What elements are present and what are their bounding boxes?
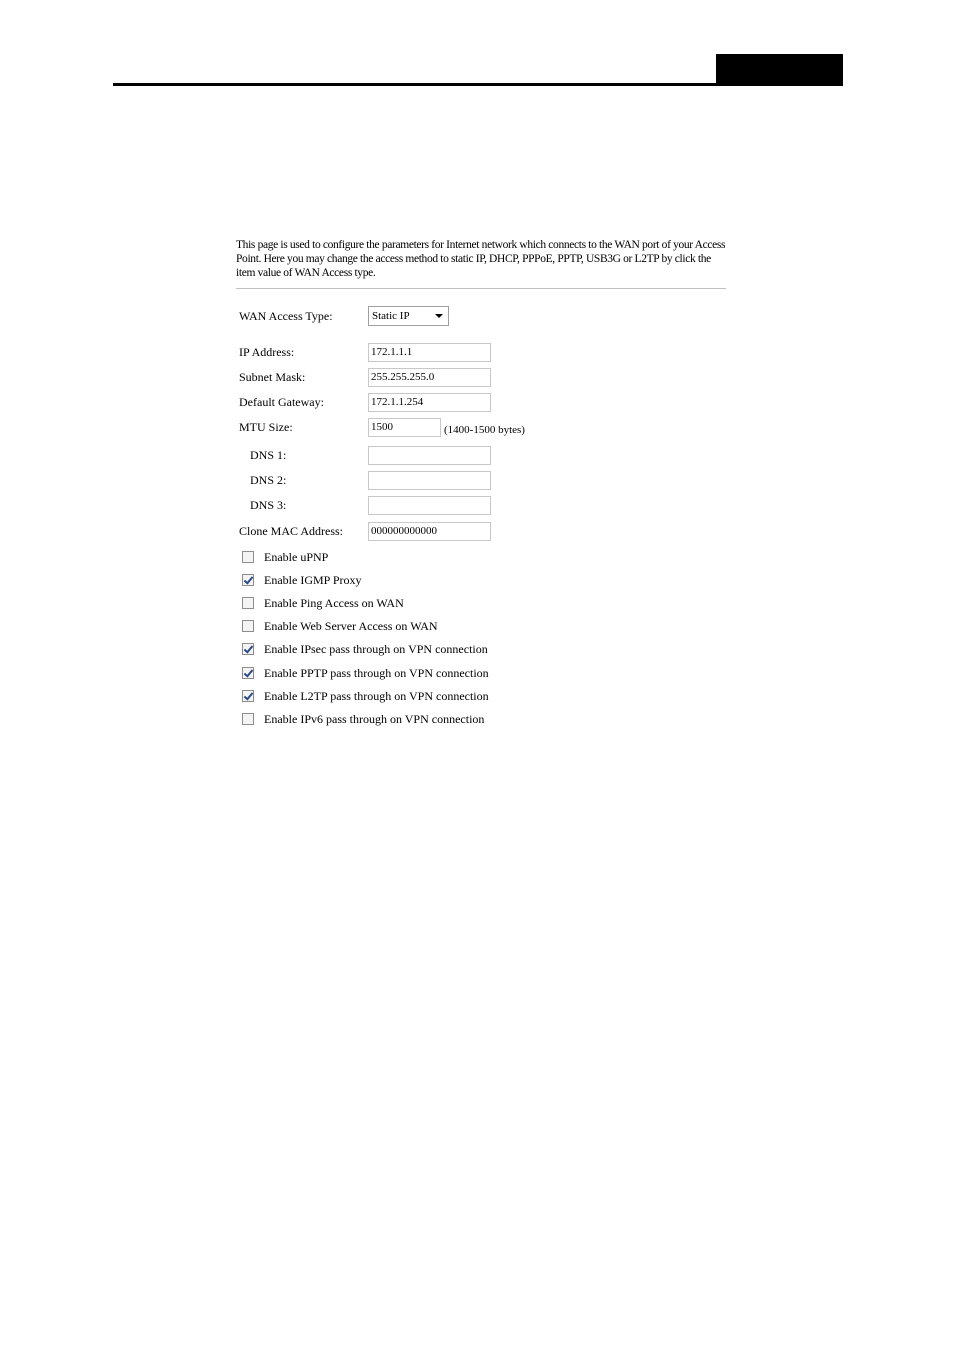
wan-access-type-label: WAN Access Type: [239,308,333,323]
option-ipv6-pass-label: Enable IPv6 pass through on VPN connection [264,711,485,726]
ip-address-row [239,342,491,362]
header-rule [113,83,843,86]
option-web-server-access[interactable] [242,617,438,635]
dns3-input[interactable] [368,496,491,515]
option-web-server-access-label: Enable Web Server Access on WAN [264,618,438,633]
subnet-mask-input[interactable]: 255.255.255.0 [368,368,491,387]
option-ping-access-checkbox[interactable] [242,597,254,609]
option-l2tp-pass[interactable] [242,687,489,705]
dns1-input[interactable] [368,446,491,465]
option-upnp[interactable] [242,548,328,566]
wan-access-type-row [239,306,449,326]
option-web-server-access-checkbox[interactable] [242,620,254,632]
default-gateway-input[interactable]: 172.1.1.254 [368,393,491,412]
dns3-label: DNS 3: [250,497,287,512]
option-upnp-checkbox[interactable] [242,551,254,563]
subnet-mask-label: Subnet Mask: [239,369,306,384]
ip-address-label: IP Address: [239,344,295,359]
divider [236,288,726,289]
dns1-label: DNS 1: [250,447,287,462]
chevron-down-icon [435,314,443,318]
option-ping-access-label: Enable Ping Access on WAN [264,595,404,610]
option-ipsec-pass-label: Enable IPsec pass through on VPN connection [264,641,488,656]
option-ipv6-pass-checkbox[interactable] [242,713,254,725]
clone-mac-input[interactable]: 000000000000 [368,522,491,541]
dns1-row [239,445,491,465]
option-pptp-pass-checkbox[interactable] [242,667,254,679]
dns2-row [239,470,491,490]
default-gateway-row [239,392,491,412]
option-l2tp-pass-checkbox[interactable] [242,690,254,702]
mtu-size-input[interactable]: 1500 [368,418,441,437]
default-gateway-label: Default Gateway: [239,394,324,409]
option-pptp-pass[interactable] [242,664,489,682]
wan-access-type-select[interactable] [368,306,449,326]
option-upnp-label: Enable uPNP [264,549,329,564]
option-ipsec-pass-checkbox[interactable] [242,643,254,655]
dns2-input[interactable] [368,471,491,490]
dns3-row [239,495,491,515]
dns2-label: DNS 2: [250,472,287,487]
mtu-size-label: MTU Size: [239,419,293,434]
ip-address-input[interactable]: 172.1.1.1 [368,343,491,362]
option-ipsec-pass[interactable] [242,640,488,658]
mtu-size-hint: (1400-1500 bytes) [444,424,525,436]
page-description: This page is used to configure the parameters for Internet network which connects to the WAN port of your Access Point. Here you may change the access method to static IP, DHCP, PPPoE, PPTP, USB3G or L2TP by click the item value of WAN Access type. [236,239,726,279]
clone-mac-row [239,521,491,541]
option-pptp-pass-label: Enable PPTP pass through on VPN connection [264,665,489,680]
header-block [716,54,843,86]
wan-settings-panel [236,238,726,726]
option-ipv6-pass[interactable] [242,710,484,728]
option-ping-access[interactable] [242,594,404,612]
mtu-size-row [239,417,525,437]
subnet-mask-row [239,367,491,387]
wan-access-type-value: Static IP [372,310,410,322]
clone-mac-label: Clone MAC Address: [239,523,344,538]
option-igmp-proxy-checkbox[interactable] [242,574,254,586]
option-igmp-proxy[interactable] [242,571,362,589]
option-l2tp-pass-label: Enable L2TP pass through on VPN connection [264,688,489,703]
option-igmp-proxy-label: Enable IGMP Proxy [264,572,362,587]
